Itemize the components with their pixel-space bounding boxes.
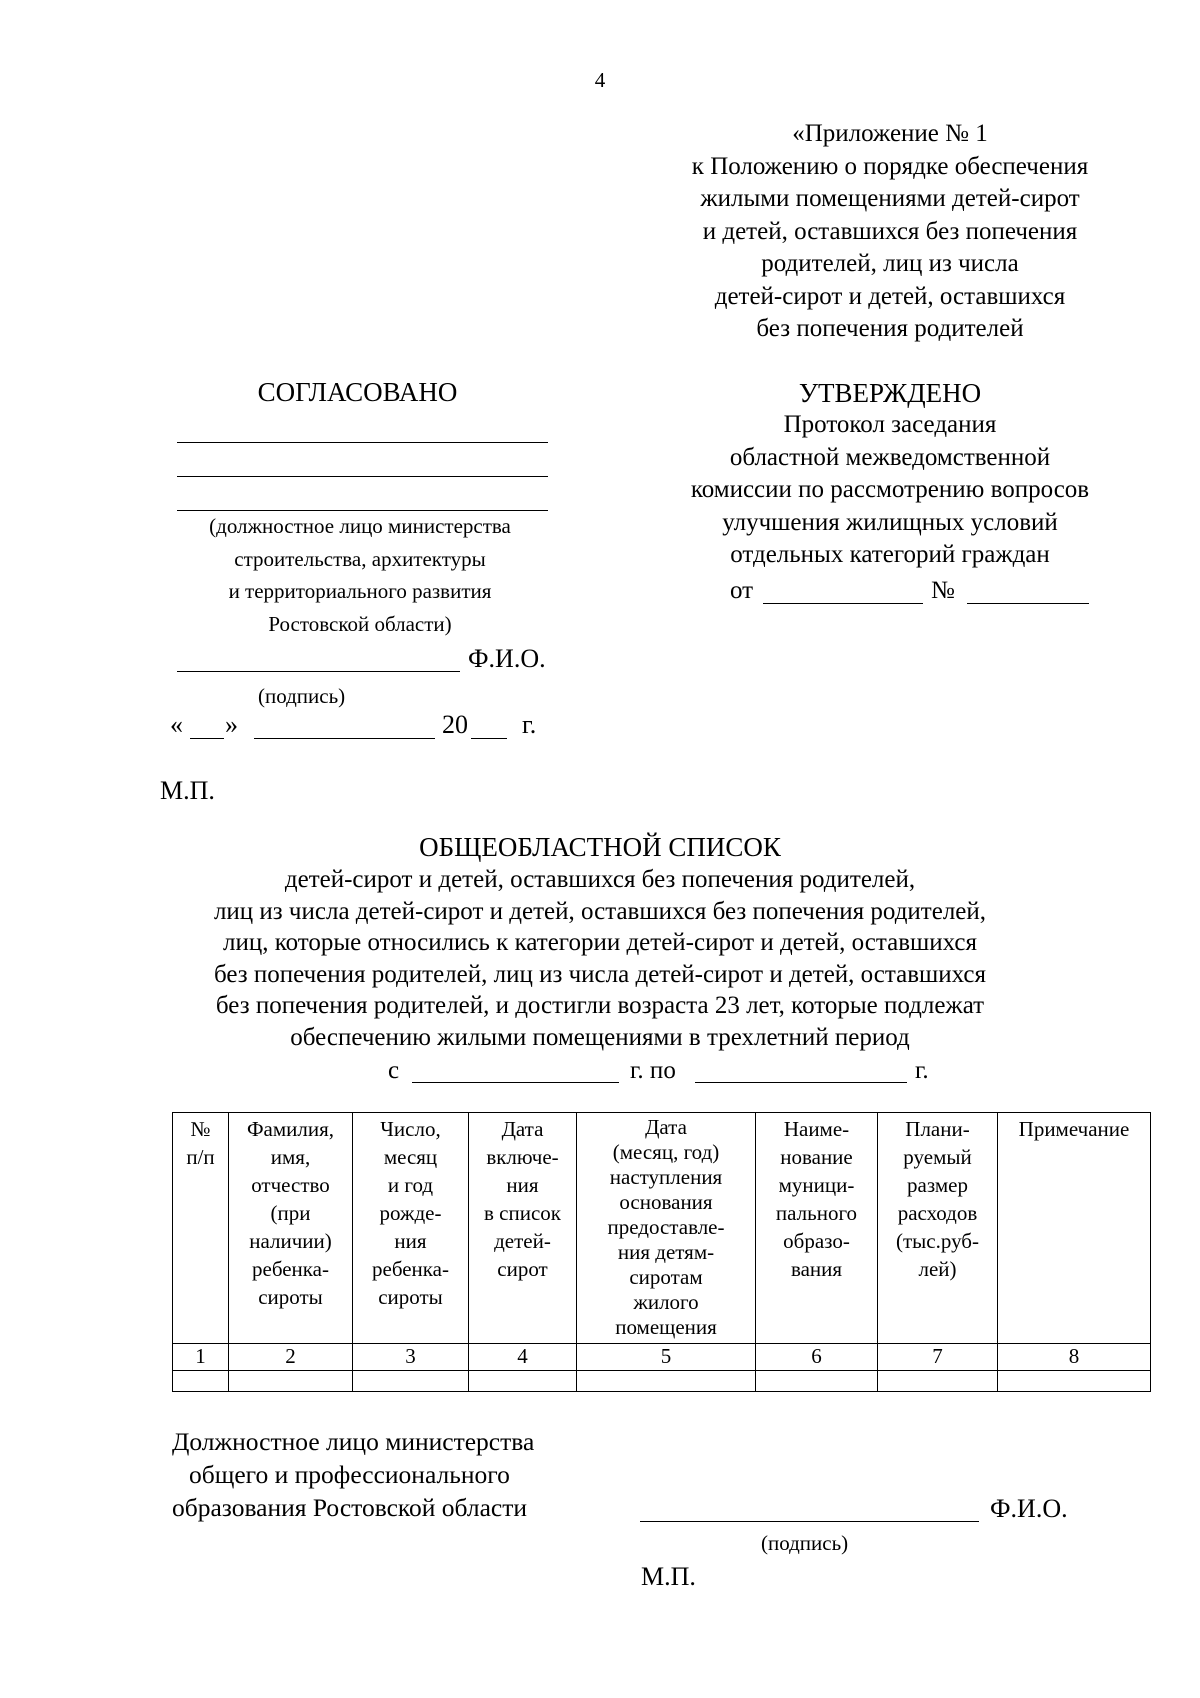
column-number: 4 (469, 1344, 577, 1371)
column-header-text: Дата (месяц, год) наступления основания предоставле- ния детям- сиротам жилого помещения (607, 1115, 725, 1339)
fio-label: Ф.И.О. (468, 644, 546, 673)
approved-line: Протокол заседания (783, 411, 997, 438)
fio-label: Ф.И.О. (990, 1494, 1068, 1523)
position-note-line: (должностное лицо министерства (209, 514, 511, 538)
agreed-title: СОГЛАСОВАНО (257, 377, 458, 407)
table-cell (173, 1371, 229, 1392)
column-header-text: Дата включе- ния в список детей- сирот (484, 1117, 561, 1281)
list-subtitle-line: без попечения родителей, и достигли возраста 23 лет, которые подлежат (215, 992, 985, 1019)
position-note-line: и территориального развития (228, 579, 492, 603)
appendix-line: «Приложение № 1 (792, 120, 988, 147)
approved-title: УТВЕРЖДЕНО (798, 378, 982, 408)
column-header (173, 1113, 229, 1344)
column-number: 6 (756, 1344, 878, 1371)
column-header-text: Фамилия, имя, отчество (при наличии) ребенка- сироты (246, 1117, 335, 1309)
column-header-text: Примечание (1018, 1117, 1130, 1141)
column-header (756, 1113, 878, 1344)
page-number: 4 (594, 68, 606, 92)
list-title: ОБЩЕОБЛАСТНОЙ СПИСОК (419, 832, 781, 862)
column-number: 8 (998, 1344, 1151, 1371)
column-header-text: Наиме- нование муници- пального образо- вания (775, 1117, 858, 1281)
table-cell (229, 1371, 353, 1392)
list-subtitle-line: без попечения родителей, лиц из числа детей-сирот и детей, оставшихся (213, 960, 987, 988)
signature-label: (подпись) (258, 684, 346, 708)
column-header-text: № п/п (186, 1117, 215, 1169)
year-prefix: 20 (442, 710, 468, 739)
column-number: 2 (229, 1344, 353, 1371)
stamp-label: М.П. (641, 1562, 696, 1591)
column-header (469, 1113, 577, 1344)
official-position (172, 1426, 622, 1525)
signature-blank-line (177, 442, 548, 443)
column-number: 5 (577, 1344, 756, 1371)
table-row (173, 1371, 1151, 1392)
appendix-line: без попечения родителей (756, 315, 1024, 342)
list-subtitle-line: детей-сирот и детей, оставшихся без попечения родителей, (284, 866, 916, 893)
position-note (160, 510, 560, 640)
column-header-text: Число, месяц и год рожде- ния ребенка- сироты (372, 1117, 449, 1309)
protocol-date-prefix: от (730, 577, 754, 604)
appendix-reference (620, 118, 1160, 346)
approved-block (655, 377, 1125, 572)
table-cell (756, 1371, 878, 1392)
list-subtitle-line: лиц из числа детей-сирот и детей, оставшихся без попечения родителей, (213, 897, 987, 925)
column-header (577, 1113, 756, 1344)
list-subtitle-line: обеспечению жилыми помещениями в трехлетний период (290, 1023, 910, 1051)
date-close-quote: » (225, 710, 238, 739)
year-suffix: г. (522, 710, 537, 739)
column-header-text: Плани- руемый размер расходов (тыс.руб- лей) (896, 1117, 979, 1281)
protocol-date-blank (763, 603, 923, 604)
list-title-block (150, 830, 1050, 1053)
column-header (878, 1113, 998, 1344)
appendix-line: и детей, оставшихся без попечения (702, 217, 1078, 245)
appendix-line: родителей, лиц из числа (761, 250, 1019, 277)
table-header-row (173, 1113, 1151, 1344)
table-cell (998, 1371, 1151, 1392)
official-line: образования Ростовской области (172, 1493, 528, 1522)
stamp-label: М.П. (160, 776, 215, 805)
signature-blank-line (640, 1521, 979, 1522)
appendix-line: жилыми помещениями детей-сирот (700, 185, 1080, 212)
approved-line: областной межведомственной (729, 443, 1051, 471)
appendix-line: к Положению о порядке обеспечения (691, 152, 1089, 180)
column-number: 7 (878, 1344, 998, 1371)
date-open-quote: « (170, 710, 183, 739)
protocol-number-sign: № (931, 577, 955, 604)
signature-label: (подпись) (761, 1531, 849, 1555)
period-from-label: с (388, 1057, 400, 1084)
signature-blank-line (177, 476, 548, 477)
period-mid-label: г. по (630, 1057, 676, 1084)
column-header (998, 1113, 1151, 1344)
column-number-row (173, 1344, 1151, 1371)
protocol-number-blank (967, 603, 1089, 604)
table-cell (469, 1371, 577, 1392)
approved-line: комиссии по рассмотрению вопросов (690, 476, 1090, 503)
table-cell (353, 1371, 469, 1392)
day-blank (190, 738, 224, 739)
approved-line: отдельных категорий граждан (730, 541, 1050, 568)
column-number: 3 (353, 1344, 469, 1371)
orphans-list-table (172, 1112, 1151, 1392)
list-subtitle-line: лиц, которые относились к категории детей-сирот и детей, оставшихся (222, 929, 978, 956)
month-blank (254, 738, 435, 739)
period-start-blank (412, 1082, 619, 1083)
year-blank (471, 738, 507, 739)
table-cell (878, 1371, 998, 1392)
period-end-blank (695, 1082, 907, 1083)
official-line: общего и профессионального (189, 1460, 510, 1489)
column-header (229, 1113, 353, 1344)
appendix-line: детей-сирот и детей, оставшихся (714, 282, 1066, 310)
approved-line: улучшения жилищных условий (722, 508, 1058, 536)
column-header (353, 1113, 469, 1344)
signature-blank-line (177, 671, 460, 672)
position-note-line: Ростовской области) (268, 611, 452, 636)
column-number: 1 (173, 1344, 229, 1371)
position-note-line: строительства, архитектуры (234, 546, 486, 571)
official-line: Должностное лицо министерства (172, 1427, 535, 1456)
period-end-label: г. (915, 1057, 929, 1084)
table-cell (577, 1371, 756, 1392)
